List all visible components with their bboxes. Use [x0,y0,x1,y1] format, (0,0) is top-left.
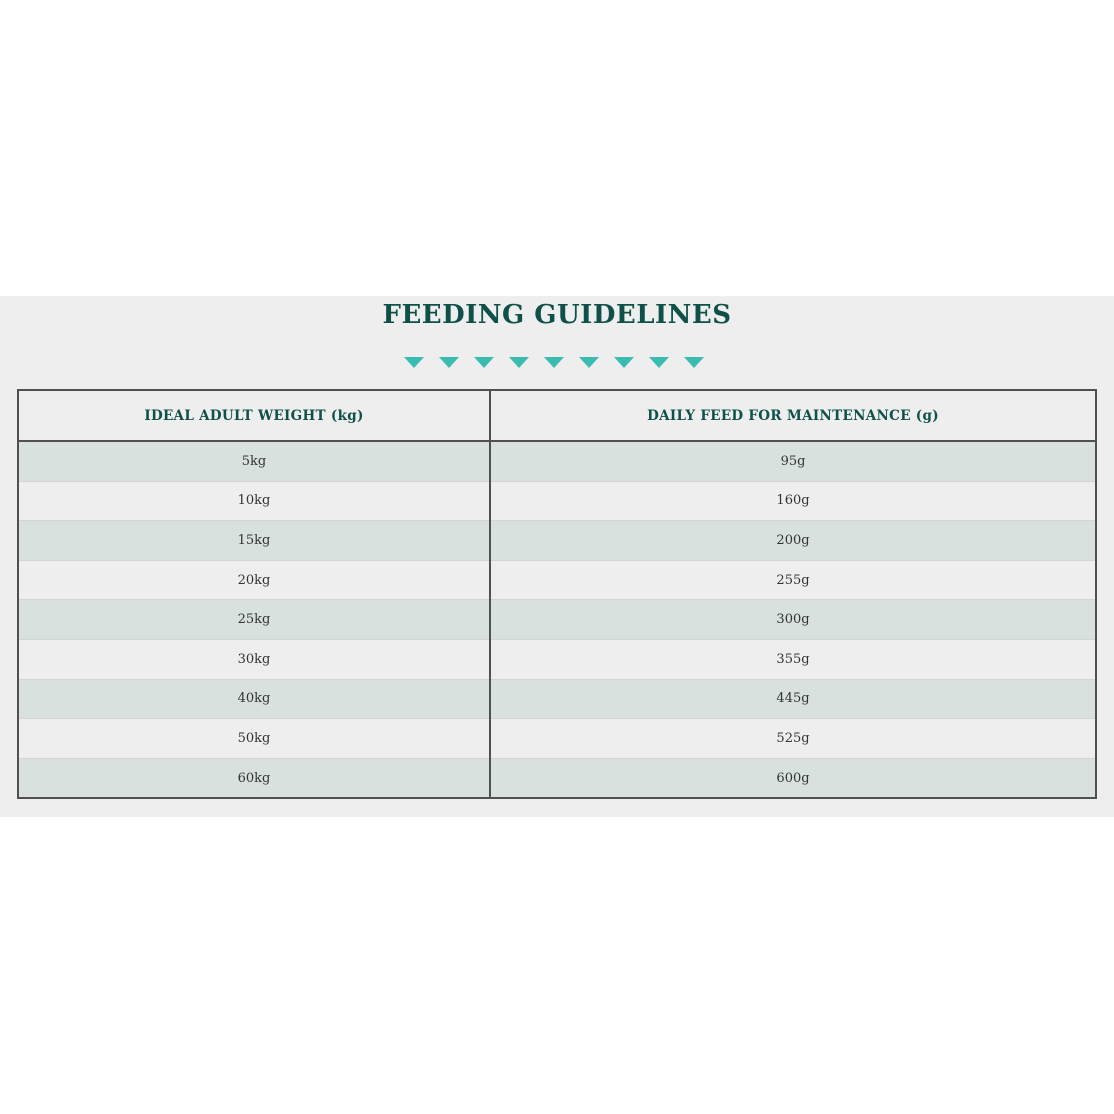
weight-cell: 20kg [18,560,490,600]
feed-cell: 355g [490,639,1096,679]
table-row [18,521,1096,561]
table-row [18,758,1096,798]
table-header-row [18,390,1096,441]
triangle-down-icon [614,357,634,368]
table-row [18,441,1096,481]
header-weight: IDEAL ADULT WEIGHT (kg) [18,390,490,441]
triangle-down-icon [509,357,529,368]
feeding-table-wrapper [17,389,1097,799]
table-row [18,679,1096,719]
triangle-divider [0,357,1114,369]
feed-cell: 300g [490,600,1096,640]
triangle-down-icon [544,357,564,368]
weight-cell: 40kg [18,679,490,719]
feed-cell: 160g [490,481,1096,521]
table-row [18,600,1096,640]
table-body [18,441,1096,798]
feed-cell: 200g [490,521,1096,561]
feed-cell: 600g [490,758,1096,798]
triangle-down-icon [439,357,459,368]
triangle-down-icon [404,357,424,368]
weight-cell: 30kg [18,639,490,679]
triangle-row [404,357,710,369]
feed-cell: 255g [490,560,1096,600]
feed-cell: 525g [490,719,1096,759]
header-daily-feed: DAILY FEED FOR MAINTENANCE (g) [490,390,1096,441]
triangle-down-icon [649,357,669,368]
table-row [18,560,1096,600]
weight-cell: 10kg [18,481,490,521]
triangle-down-icon [684,357,704,368]
weight-cell: 25kg [18,600,490,640]
feeding-table [17,389,1097,799]
table-row [18,481,1096,521]
table-row [18,719,1096,759]
page-title: FEEDING GUIDELINES [382,300,732,330]
triangle-down-icon [579,357,599,368]
weight-cell: 5kg [18,441,490,481]
weight-cell: 60kg [18,758,490,798]
table-row [18,639,1096,679]
weight-cell: 15kg [18,521,490,561]
feed-cell: 95g [490,441,1096,481]
feed-cell: 445g [490,679,1096,719]
weight-cell: 50kg [18,719,490,759]
triangle-down-icon [474,357,494,368]
